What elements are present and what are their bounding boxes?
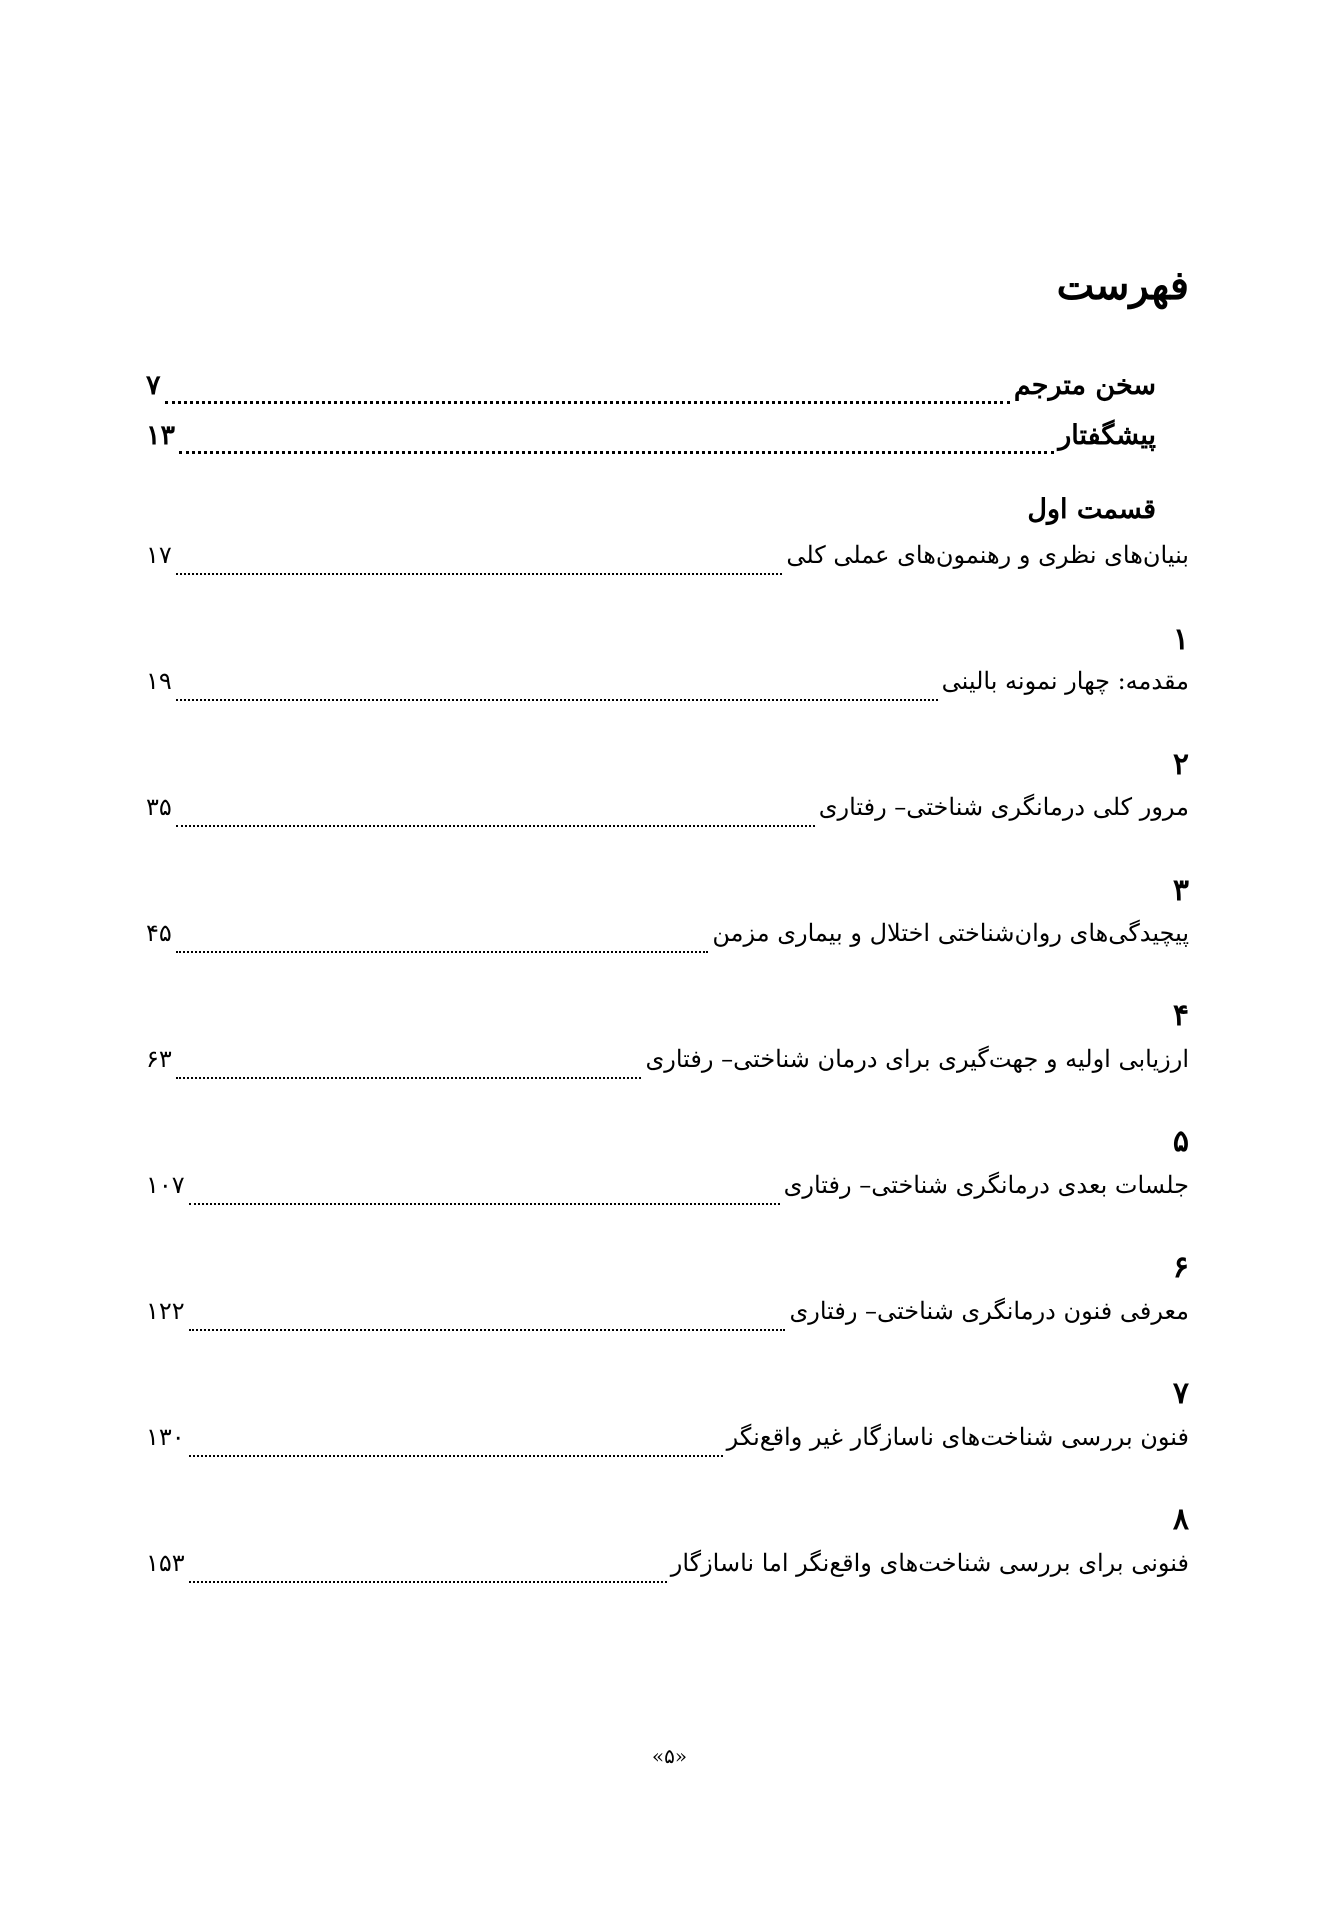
- chapter-number: ۱: [1172, 622, 1189, 657]
- chapter-number: ۵: [1172, 1124, 1189, 1159]
- toc-entry-chapter-2[interactable]: [146, 793, 1189, 833]
- toc-entry-chapter-6[interactable]: [146, 1297, 1189, 1337]
- toc-entry-page: ۱۵۳: [146, 1549, 185, 1577]
- toc-entry-title: معرفی فنون درمانگری شناختی– رفتاری: [789, 1297, 1189, 1325]
- part-heading: قسمت اول: [1027, 494, 1156, 525]
- toc-entry-title: فنون بررسی شناخت‌های ناسازگار غیر واقع‌نگر: [726, 1423, 1189, 1451]
- dot-leader: [176, 573, 783, 575]
- toc-entry-part-one[interactable]: [146, 541, 1189, 581]
- chapter-number: ۷: [1172, 1376, 1189, 1411]
- toc-entry-page: ۳۵: [146, 793, 172, 821]
- page-number-footer: «۵»: [651, 1744, 688, 1768]
- chapter-number: ۴: [1172, 998, 1189, 1033]
- toc-entry-page: ۱۰۷: [146, 1171, 185, 1199]
- toc-entry-chapter-7[interactable]: [146, 1423, 1189, 1463]
- toc-entry-title: بنیان‌های نظری و رهنمون‌های عملی کلی: [786, 541, 1189, 569]
- toc-entry-title: مقدمه: چهار نمونه بالینی: [941, 667, 1189, 695]
- toc-entry-title: مرور کلی درمانگری شناختی– رفتاری: [818, 793, 1189, 821]
- toc-entry-chapter-4[interactable]: [146, 1045, 1189, 1085]
- toc-entry-page: ۷: [146, 370, 161, 401]
- toc-entry-page: ۱۲۲: [146, 1297, 185, 1325]
- dot-leader: [189, 1455, 723, 1457]
- toc-entry-page: ۱۳۰: [146, 1423, 185, 1451]
- toc-entry-chapter-1[interactable]: [146, 667, 1189, 707]
- dot-leader: [176, 825, 815, 827]
- dot-leader: [189, 1329, 786, 1331]
- dot-leader: [189, 1581, 667, 1583]
- dot-leader: [179, 451, 1054, 454]
- dot-leader: [165, 401, 1010, 404]
- toc-entry-page: ۶۳: [146, 1045, 172, 1073]
- toc-entry-page: ۱۳: [146, 420, 176, 451]
- toc-entry-title: ارزیابی اولیه و جهت‌گیری برای درمان شناختی– رفتاری: [645, 1045, 1189, 1073]
- toc-entry-translator-note[interactable]: [146, 370, 1156, 410]
- toc-entry-chapter-8[interactable]: [146, 1549, 1189, 1589]
- dot-leader: [176, 951, 709, 953]
- chapter-number: ۸: [1172, 1502, 1189, 1537]
- toc-entry-page: ۱۷: [146, 541, 172, 569]
- toc-entry-title: سخن مترجم: [1013, 370, 1156, 401]
- toc-entry-title: پیچیدگی‌های روان‌شناختی اختلال و بیماری مزمن: [712, 919, 1189, 947]
- chapter-number: ۳: [1172, 873, 1189, 908]
- chapter-number: ۶: [1172, 1250, 1189, 1285]
- toc-entry-title: فنونی برای بررسی شناخت‌های واقع‌نگر اما ناسازگار: [670, 1549, 1189, 1577]
- dot-leader: [176, 1077, 642, 1079]
- toc-entry-title: جلسات بعدی درمانگری شناختی– رفتاری: [783, 1171, 1189, 1199]
- toc-entry-chapter-5[interactable]: [146, 1171, 1189, 1211]
- toc-entry-chapter-3[interactable]: [146, 919, 1189, 959]
- toc-entry-page: ۴۵: [146, 919, 172, 947]
- dot-leader: [189, 1203, 780, 1205]
- page-title: فهرست: [1056, 262, 1189, 309]
- chapter-number: ۲: [1172, 747, 1189, 782]
- toc-entry-page: ۱۹: [146, 667, 172, 695]
- dot-leader: [176, 699, 938, 701]
- toc-entry-preface[interactable]: [146, 420, 1156, 460]
- toc-entry-title: پیشگفتار: [1058, 420, 1156, 451]
